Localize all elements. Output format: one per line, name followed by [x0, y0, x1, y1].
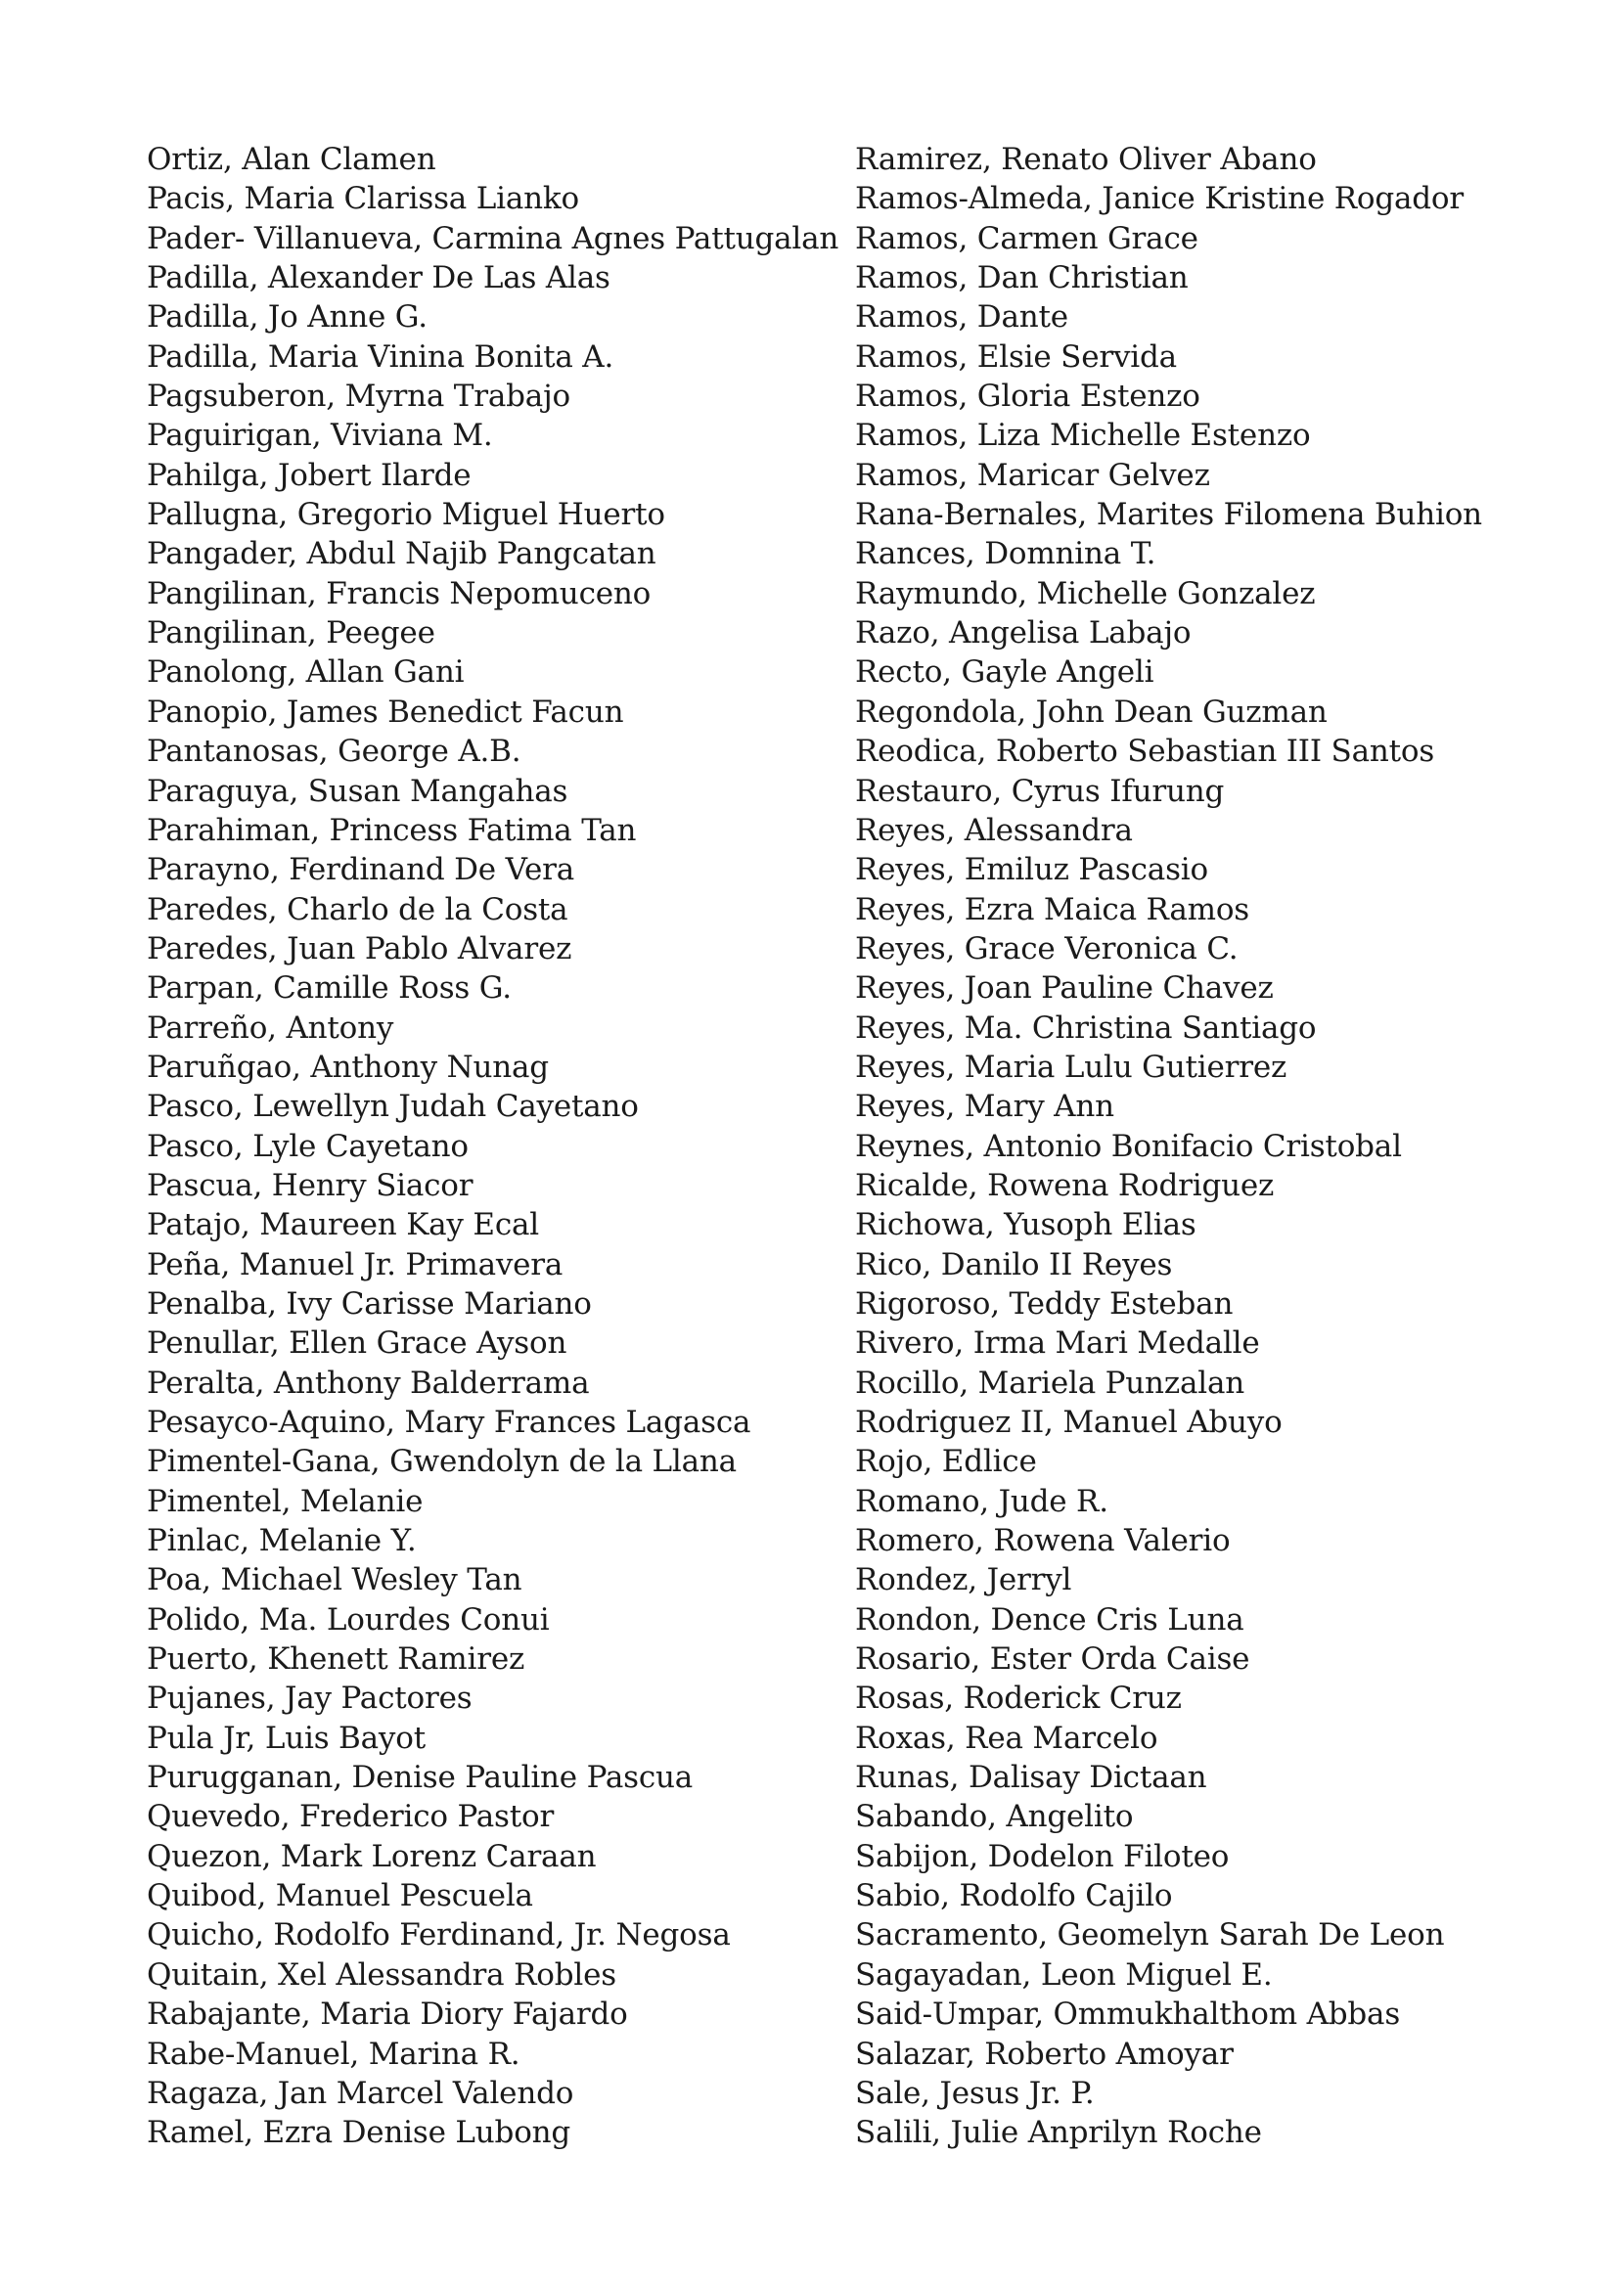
name-entry: Romano, Jude R.: [855, 1483, 1108, 1519]
name-entry: Poa, Michael Wesley Tan: [147, 1562, 522, 1598]
name-entry: Pula Jr, Luis Bayot: [147, 1720, 426, 1756]
name-entry: Rondon, Dence Cris Luna: [855, 1601, 1244, 1638]
name-entry: Salazar, Roberto Amoyar: [855, 2036, 1234, 2072]
name-entry: Rondez, Jerryl: [855, 1562, 1072, 1598]
name-entry: Sabando, Angelito: [855, 1799, 1134, 1835]
name-entry: Sagayadan, Leon Miguel E.: [855, 1956, 1273, 1993]
name-entry: Quevedo, Frederico Pastor: [147, 1799, 555, 1835]
name-entry: Pascua, Henry Siacor: [147, 1167, 474, 1203]
name-entry: Pahilga, Jobert Ilarde: [147, 457, 472, 493]
name-entry: Rosario, Ester Orda Caise: [855, 1641, 1250, 1678]
name-entry: Pagsuberon, Myrna Trabajo: [147, 379, 570, 415]
name-entry: Padilla, Jo Anne G.: [147, 299, 428, 336]
name-entry: Ramos, Gloria Estenzo: [855, 379, 1200, 415]
name-entry: Quitain, Xel Alessandra Robles: [147, 1956, 616, 1993]
name-entry: Paredes, Charlo de la Costa: [147, 891, 568, 927]
name-entry: Rances, Domnina T.: [855, 536, 1156, 572]
name-entry: Sacramento, Geomelyn Sarah De Leon: [855, 1917, 1445, 1953]
name-entry: Reyes, Emiluz Pascasio: [855, 852, 1208, 888]
name-entry: Pimentel-Gana, Gwendolyn de la Llana: [147, 1444, 737, 1480]
name-entry: Puerto, Khenett Ramirez: [147, 1641, 525, 1678]
name-entry: Patajo, Maureen Kay Ecal: [147, 1207, 539, 1243]
name-entry: Pangilinan, Peegee: [147, 615, 435, 651]
name-entry: Romero, Rowena Valerio: [855, 1523, 1231, 1559]
name-entry: Rosas, Roderick Cruz: [855, 1681, 1182, 1717]
name-entry: Reynes, Antonio Bonifacio Cristobal: [855, 1128, 1402, 1164]
name-entry: Reyes, Ma. Christina Santiago: [855, 1010, 1317, 1046]
name-entry: Padilla, Alexander De Las Alas: [147, 260, 610, 296]
name-entry: Panopio, James Benedict Facun: [147, 694, 624, 730]
name-entry: Parahiman, Princess Fatima Tan: [147, 812, 637, 848]
name-entry: Raymundo, Michelle Gonzalez: [855, 575, 1316, 611]
name-entry: Ramel, Ezra Denise Lubong: [147, 2115, 571, 2151]
name-entry: Penalba, Ivy Carisse Mariano: [147, 1285, 592, 1322]
name-entry: Ricalde, Rowena Rodriguez: [855, 1167, 1275, 1203]
name-list-left-column: [147, 140, 839, 2153]
name-entry: Quicho, Rodolfo Ferdinand, Jr. Negosa: [147, 1917, 731, 1953]
name-entry: Quezon, Mark Lorenz Caraan: [147, 1838, 597, 1874]
name-entry: Penullar, Ellen Grace Ayson: [147, 1325, 567, 1362]
name-entry: Pader- Villanueva, Carmina Agnes Pattugalan: [147, 220, 839, 256]
name-entry: Restauro, Cyrus Ifurung: [855, 773, 1225, 809]
name-entry: Rivero, Irma Mari Medalle: [855, 1325, 1260, 1362]
name-entry: Ortiz, Alan Clamen: [147, 142, 436, 177]
name-entry: Rodriguez II, Manuel Abuyo: [855, 1405, 1283, 1440]
name-entry: Razo, Angelisa Labajo: [855, 615, 1192, 651]
name-entry: Reyes, Maria Lulu Gutierrez: [855, 1049, 1287, 1085]
name-entry: Rana-Bernales, Marites Filomena Buhion: [855, 497, 1482, 533]
name-entry: Parpan, Camille Ross G.: [147, 970, 512, 1007]
name-entry: Ramos, Carmen Grace: [855, 220, 1198, 256]
name-entry: Rico, Danilo II Reyes: [855, 1246, 1173, 1282]
name-entry: Rojo, Edlice: [855, 1444, 1037, 1480]
name-entry: Pimentel, Melanie: [147, 1483, 424, 1519]
name-entry: Padilla, Maria Vinina Bonita A.: [147, 338, 614, 375]
name-entry: Ramos, Dan Christian: [855, 260, 1189, 296]
name-entry: Ramos, Dante: [855, 299, 1068, 336]
name-entry: Pasco, Lyle Cayetano: [147, 1128, 469, 1164]
name-entry: Runas, Dalisay Dictaan: [855, 1760, 1207, 1796]
name-entry: Pantanosas, George A.B.: [147, 734, 521, 770]
name-entry: Pacis, Maria Clarissa Lianko: [147, 181, 579, 217]
name-entry: Peralta, Anthony Balderrama: [147, 1365, 590, 1401]
name-entry: Rocillo, Mariela Punzalan: [855, 1365, 1245, 1401]
name-entry: Pujanes, Jay Pactores: [147, 1681, 473, 1717]
name-entry: Rabe-Manuel, Marina R.: [147, 2036, 520, 2072]
name-entry: Reodica, Roberto Sebastian III Santos: [855, 734, 1435, 770]
name-entry: Said-Umpar, Ommukhalthom Abbas: [855, 1997, 1401, 2033]
name-entry: Parayno, Ferdinand De Vera: [147, 852, 574, 888]
name-entry: Ramos, Elsie Servida: [855, 338, 1177, 375]
name-entry: Roxas, Rea Marcelo: [855, 1720, 1158, 1756]
name-entry: Reyes, Mary Ann: [855, 1089, 1114, 1125]
name-entry: Sabio, Rodolfo Cajilo: [855, 1878, 1173, 1914]
name-entry: Pangilinan, Francis Nepomuceno: [147, 575, 652, 611]
name-entry: Recto, Gayle Angeli: [855, 654, 1154, 691]
name-entry: Peña, Manuel Jr. Primavera: [147, 1246, 564, 1282]
name-entry: Reyes, Joan Pauline Chavez: [855, 970, 1274, 1007]
name-entry: Regondola, John Dean Guzman: [855, 694, 1328, 730]
name-entry: Pinlac, Melanie Y.: [147, 1523, 417, 1559]
name-entry: Paredes, Juan Pablo Alvarez: [147, 930, 572, 966]
name-entry: Ramos, Maricar Gelvez: [855, 457, 1210, 493]
name-entry: Paruñgao, Anthony Nunag: [147, 1049, 549, 1085]
name-entry: Ragaza, Jan Marcel Valendo: [147, 2075, 574, 2111]
name-entry: Purugganan, Denise Pauline Pascua: [147, 1760, 694, 1796]
name-entry: Pesayco-Aquino, Mary Frances Lagasca: [147, 1405, 751, 1440]
name-entry: Pangader, Abdul Najib Pangcatan: [147, 536, 656, 572]
name-entry: Reyes, Grace Veronica C.: [855, 930, 1239, 966]
name-entry: Paguirigan, Viviana M.: [147, 418, 493, 454]
name-entry: Ramos, Liza Michelle Estenzo: [855, 418, 1311, 454]
name-entry: Quibod, Manuel Pescuela: [147, 1878, 533, 1914]
name-entry: Sale, Jesus Jr. P.: [855, 2075, 1095, 2111]
name-entry: Polido, Ma. Lourdes Conui: [147, 1601, 550, 1638]
name-entry: Panolong, Allan Gani: [147, 654, 465, 691]
name-entry: Ramirez, Renato Oliver Abano: [855, 142, 1317, 177]
name-entry: Paraguya, Susan Mangahas: [147, 773, 568, 809]
name-entry: Richowa, Yusoph Elias: [855, 1207, 1196, 1243]
name-entry: Parreño, Antony: [147, 1010, 394, 1046]
name-list-right-column: [855, 140, 1579, 2153]
name-entry: Reyes, Alessandra: [855, 812, 1133, 848]
name-entry: Reyes, Ezra Maica Ramos: [855, 891, 1250, 927]
name-entry: Salili, Julie Anprilyn Roche: [855, 2115, 1262, 2151]
name-entry: Sabijon, Dodelon Filoteo: [855, 1838, 1230, 1874]
name-entry: Pallugna, Gregorio Miguel Huerto: [147, 497, 665, 533]
name-entry: Ramos-Almeda, Janice Kristine Rogador: [855, 181, 1464, 217]
name-entry: Rabajante, Maria Diory Fajardo: [147, 1997, 628, 2033]
name-entry: Pasco, Lewellyn Judah Cayetano: [147, 1089, 639, 1125]
name-entry: Rigoroso, Teddy Esteban: [855, 1285, 1234, 1322]
